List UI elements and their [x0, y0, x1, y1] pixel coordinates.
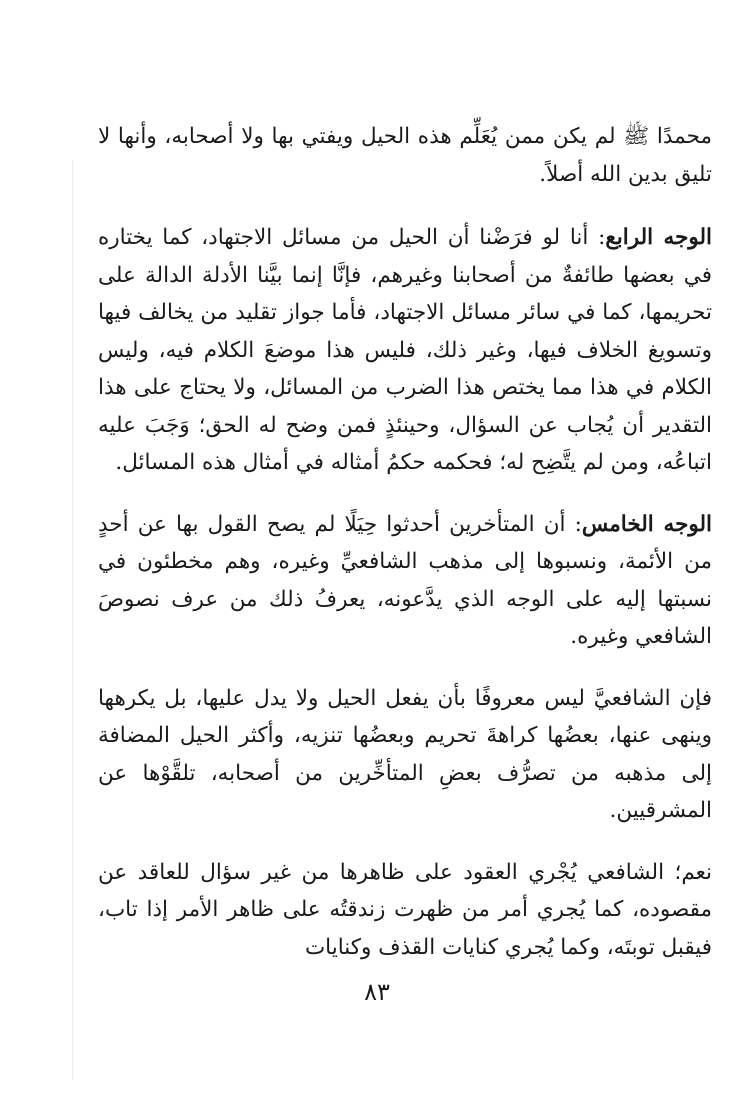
paragraph-2 [98, 219, 712, 482]
paragraph-5 [98, 854, 712, 967]
paragraph-4 [98, 680, 712, 830]
paragraph-3-heading: الوجه الخامس [581, 511, 712, 537]
paragraph-4-text: فإن الشافعيَّ ليس معروفًا بأن يفعل الحيل ولا يدل عليها، بل يكرهها وينهى عنها، بعضُها كراهةَ تحريم وبعضُها تنزيه، وأكثر الحيل المضافة إلى مذهبه من تصرُّف بعضِ المتأخِّرين من أصحابه، تلقَّوْها عن المشرقيين. [98, 685, 712, 823]
page-number: ٨٣ [364, 978, 390, 1006]
paragraph-2-text: : أنا لو فرَضْنا أن الحيل من مسائل الاجتهاد، كما يختاره في بعضها طائفةٌ من أصحابنا وغيرهم، فإنَّا إنما بيَّنا الأدلة الدالة على تحريمها، كما في سائر مسائل الاجتهاد، فأما جواز تقليد من يخالف فيها وتسويغ الخلاف فيها، وغير ذلك، فليس هذا موضعَ الكلام فيه، وليس الكلام في هذا مما يختص هذا الضرب من المسائل، ولا يحتاج على هذا التقدير أن يُجاب عن السؤال، وحينئذٍ فمن وضح له الحق؛ وَجَبَ عليه اتباعُه، ومن لم يتَّضِح له؛ فحكمه حكمُ أمثاله في أمثال هذه المسائل. [98, 225, 712, 475]
paragraph-3 [98, 506, 712, 656]
paragraph-5-text: نعم؛ الشافعي يُجْري العقود على ظاهرها من غير سؤال للعاقد عن مقصوده، كما يُجري أمر من ظهرت زندقتُه على ظاهر الأمر إذا تاب، فيقبل توبتَه، وكما يُجري كنايات القذف وكنايات [98, 859, 712, 960]
page-body [98, 118, 712, 968]
paragraph-1-text: محمدًا ﷺ لم يكن ممن يُعَلِّم هذه الحيل ويفتي بها ولا أصحابه، وأنها لا تليق بدين الله أصلاً. [98, 124, 712, 187]
paragraph-2-heading: الوجه الرابع [605, 225, 712, 250]
page-edge-shadow [72, 160, 73, 1080]
paragraph-1 [98, 118, 712, 193]
paragraph-3-text: : أن المتأخرين أحدثوا حِيَلًا لم يصح القول بها عن أحدٍ من الأئمة، ونسبوها إلى مذهب الشافعيِّ وغيره، وهم مخطئون في نسبتها إليه على الوجه الذي يدَّعونه، يعرفُ ذلك من عرف نصوصَ الشافعي وغيره. [98, 511, 712, 649]
